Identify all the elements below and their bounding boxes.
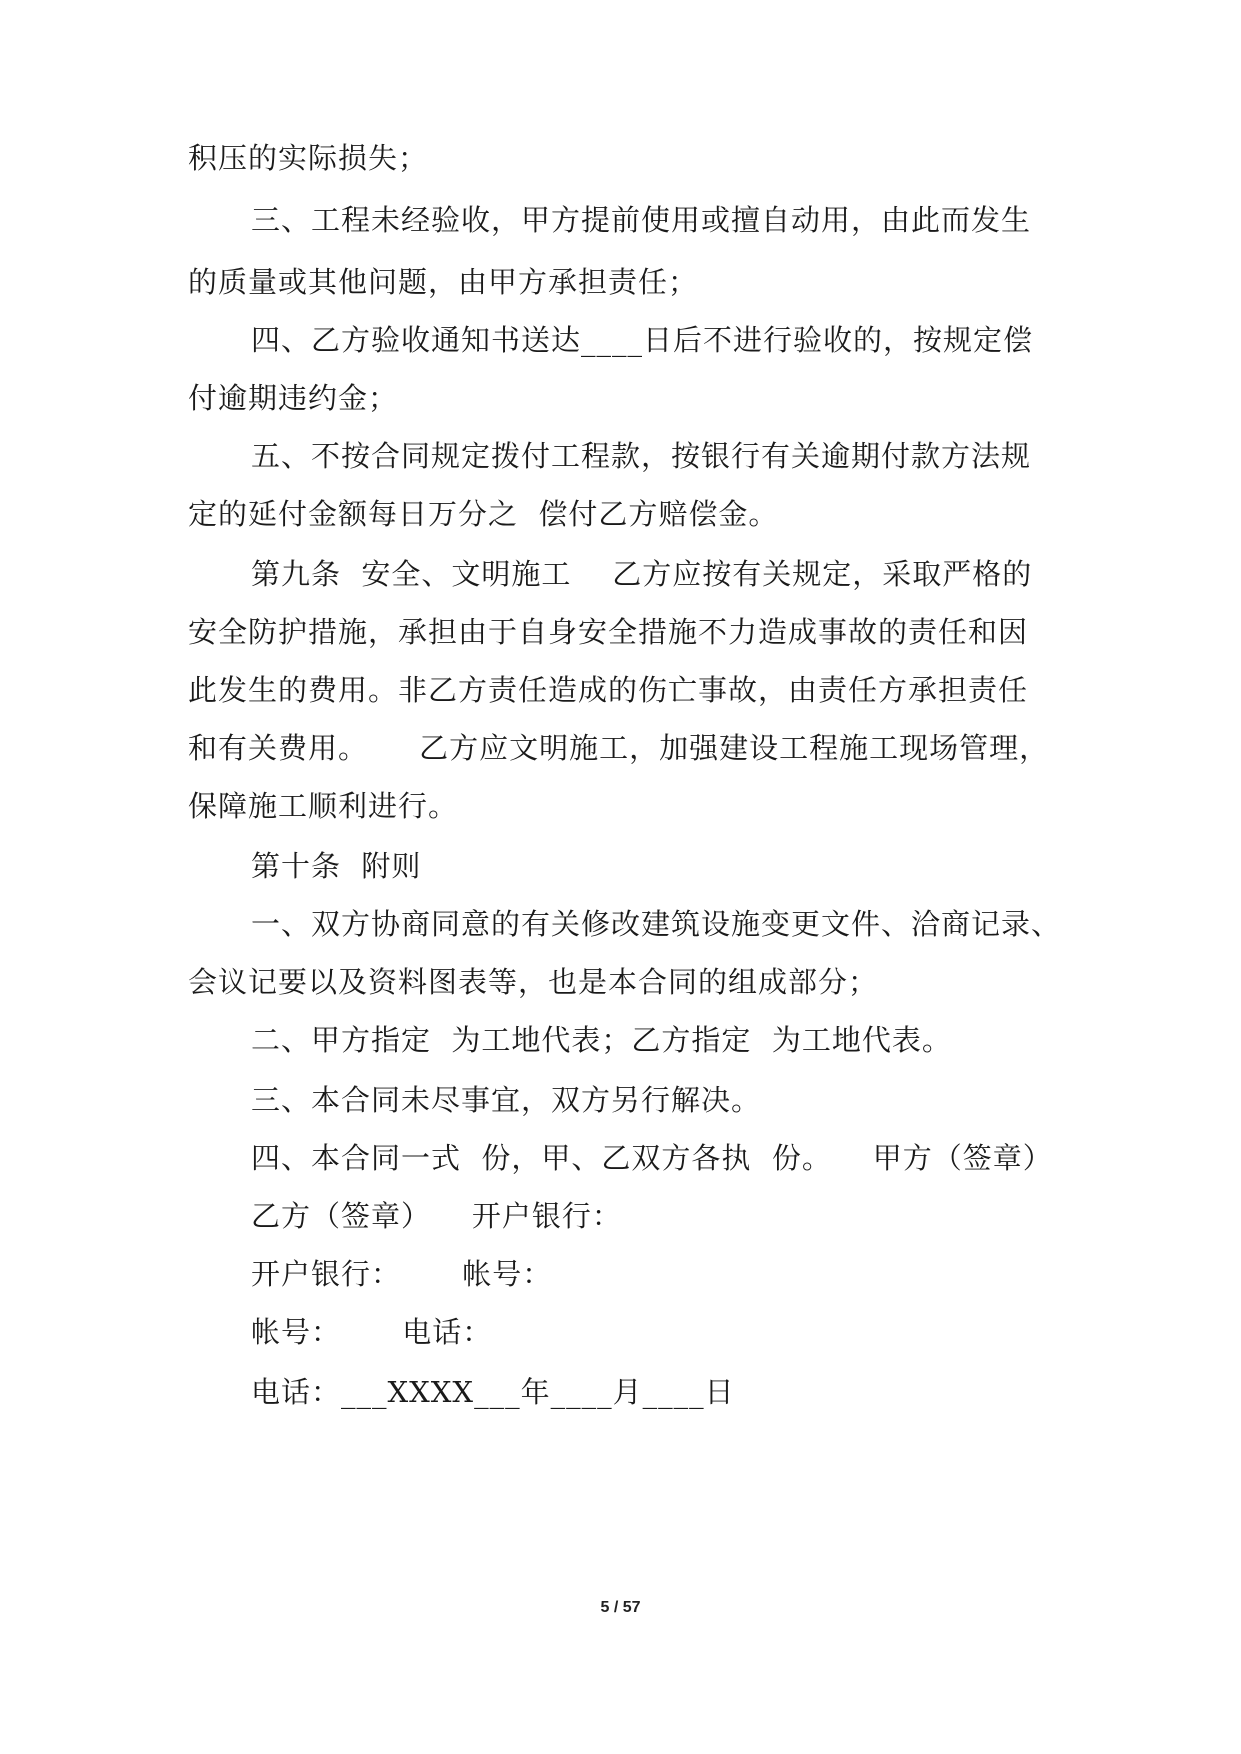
text-line: 四、乙方验收通知书送达____日后不进行验收的，按规定偿 bbox=[251, 323, 1034, 357]
text-line: 第九条 安全、文明施工 乙方应按有关规定，采取严格的 bbox=[251, 557, 1033, 591]
text-line: 安全防护措施，承担由于自身安全措施不力造成事故的责任和因 bbox=[188, 615, 1029, 649]
date-line: 电话：___XXXX___年____月____日 bbox=[251, 1375, 735, 1409]
text-line: 会议记要以及资料图表等，也是本合同的组成部分； bbox=[188, 965, 879, 999]
text-line: 四、本合同一式 份，甲、乙双方各执 份。 甲方（签章） bbox=[251, 1141, 1053, 1175]
signature-line: 帐号： 电话： bbox=[251, 1315, 493, 1349]
text-line: 的质量或其他问题，由甲方承担责任； bbox=[188, 265, 699, 299]
page-number: 5 / 57 bbox=[600, 1599, 641, 1616]
text-line: 积压的实际损失； bbox=[188, 141, 429, 175]
text-line: 定的延付金额每日万分之 偿付乙方赔偿金。 bbox=[188, 497, 779, 531]
text-line: 保障施工顺利进行。 bbox=[188, 789, 459, 823]
signature-line: 乙方（签章） 开户银行： bbox=[251, 1199, 622, 1233]
text-line: 三、本合同未尽事宜，双方另行解决。 bbox=[251, 1083, 762, 1117]
text-line: 此发生的费用。非乙方责任造成的伤亡事故，由责任方承担责任 bbox=[188, 673, 1029, 707]
signature-line: 开户银行： 帐号： bbox=[251, 1257, 553, 1291]
text-line: 一、双方协商同意的有关修改建筑设施变更文件、洽商记录、 bbox=[251, 907, 1062, 941]
text-line: 二、甲方指定 为工地代表；乙方指定 为工地代表。 bbox=[251, 1023, 952, 1057]
section-heading: 第十条 附则 bbox=[251, 849, 422, 883]
text-line: 三、工程未经验收，甲方提前使用或擅自动用，由此而发生 bbox=[251, 203, 1032, 237]
text-line: 五、不按合同规定拨付工程款，按银行有关逾期付款方法规 bbox=[251, 439, 1032, 473]
text-line: 和有关费用。 乙方应文明施工，加强建设工程施工现场管理， bbox=[188, 731, 1050, 765]
text-line: 付逾期违约金； bbox=[188, 381, 399, 415]
